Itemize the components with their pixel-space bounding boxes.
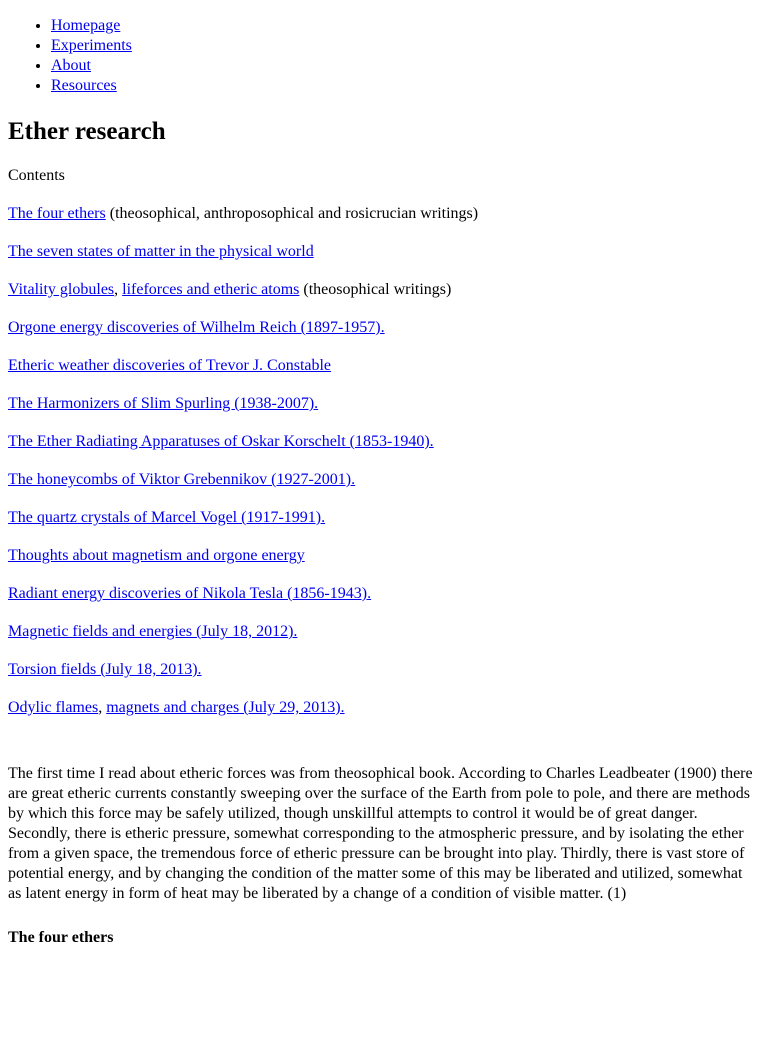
page-title: Ether research <box>8 118 166 145</box>
toc-link[interactable]: The Harmonizers of Slim Spurling (1938-2007). <box>8 395 319 412</box>
toc-link[interactable]: Radiant energy discoveries of Nikola Tesla (1856-1943). <box>8 585 372 602</box>
toc-link[interactable]: The quartz crystals of Marcel Vogel (1917-1991). <box>8 509 326 526</box>
toc-link[interactable]: Vitality globules <box>8 281 115 298</box>
toc-note: (theosophical writings) <box>299 281 452 298</box>
toc-link[interactable]: Odylic flames <box>8 699 99 716</box>
page <box>0 16 768 948</box>
toc-item <box>8 508 760 546</box>
nav-list <box>8 16 760 96</box>
nav-item-about <box>51 56 760 76</box>
toc-item <box>8 622 760 660</box>
toc-link[interactable]: lifeforces and etheric atoms <box>122 281 300 298</box>
toc-link[interactable]: Thoughts about magnetism and orgone energy <box>8 547 305 564</box>
toc-link[interactable]: Torsion fields (July 18, 2013). <box>8 661 202 678</box>
toc-item <box>8 356 760 394</box>
toc-item <box>8 318 760 356</box>
nav-item-resources <box>51 76 760 96</box>
nav-link-about[interactable]: About <box>51 57 91 74</box>
toc-list <box>8 204 760 736</box>
nav-link-resources[interactable]: Resources <box>51 77 117 94</box>
toc-item <box>8 584 760 622</box>
toc-link[interactable]: The seven states of matter in the physical world <box>8 243 314 260</box>
toc-item <box>8 280 760 318</box>
toc-link[interactable]: Etheric weather discoveries of Trevor J. Constable <box>8 357 332 374</box>
toc-link[interactable]: The four ethers <box>8 205 106 222</box>
toc-item <box>8 660 760 698</box>
section-heading: The four ethers <box>8 929 114 946</box>
toc-item <box>8 470 760 508</box>
toc-separator: , <box>114 281 123 298</box>
toc-link[interactable]: The honeycombs of Viktor Grebennikov (1927-2001). <box>8 471 356 488</box>
intro-paragraph: The first time I read about etheric forces was from theosophical book. According to Charles Leadbeater (1900) there are great etheric currents constantly sweeping over the surface of the Earth from pole to pole, and there are methods by which this force may be safely utilized, though unskillful attempts to control it would be of great danger. Secondly, there is etheric pressure, somewhat corresponding to the atmospheric pressure, and by isolating the ether from a given space, the tremendous force of etheric pressure can be brought into play. Thirdly, there is vast store of potential energy, and by changing the condition of the matter some of this may be liberated and utilized, somewhat as latent energy in form of heat may be liberated by a change of a condition of visible matter. (1) <box>8 765 753 902</box>
toc-link[interactable]: magnets and charges (July 29, 2013). <box>106 699 345 716</box>
toc-item <box>8 242 760 280</box>
toc-item <box>8 204 760 242</box>
nav-item-homepage <box>51 16 760 36</box>
toc-link[interactable]: Orgone energy discoveries of Wilhelm Reich (1897-1957). <box>8 319 385 336</box>
toc-link[interactable]: The Ether Radiating Apparatuses of Oskar Korschelt (1853-1940). <box>8 433 434 450</box>
nav-link-experiments[interactable]: Experiments <box>51 37 132 54</box>
contents-label: Contents <box>8 167 65 184</box>
toc-item <box>8 394 760 432</box>
toc-link[interactable]: Magnetic fields and energies (July 18, 2012). <box>8 623 298 640</box>
toc-item <box>8 546 760 584</box>
toc-item <box>8 698 760 736</box>
toc-item <box>8 432 760 470</box>
nav-item-experiments <box>51 36 760 56</box>
toc-separator: , <box>98 699 107 716</box>
toc-note: (theosophical, anthroposophical and rosicrucian writings) <box>105 205 479 222</box>
nav-link-homepage[interactable]: Homepage <box>51 17 121 34</box>
table-of-contents <box>8 204 760 764</box>
